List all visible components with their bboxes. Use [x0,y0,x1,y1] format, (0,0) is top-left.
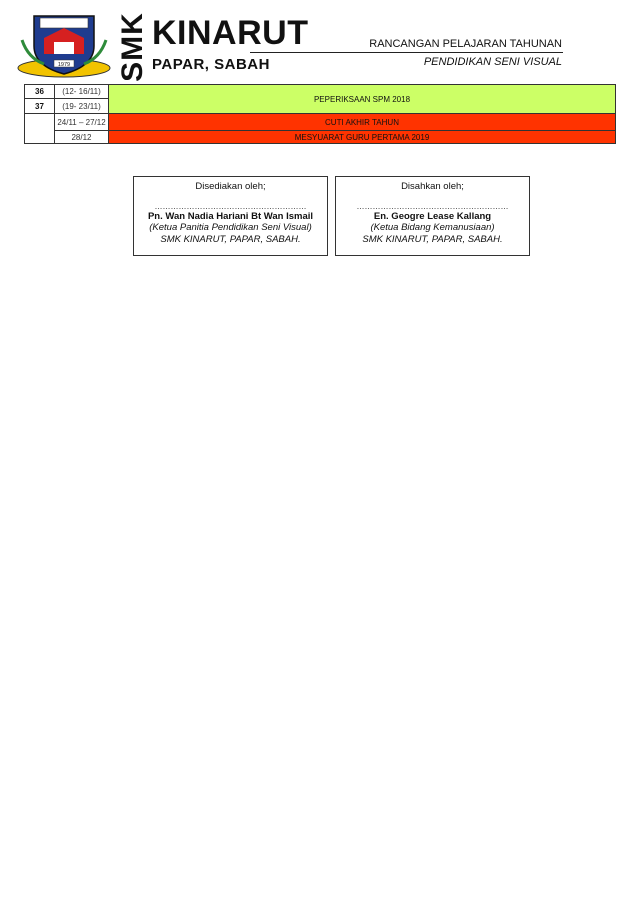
table-row [25,114,616,131]
signature-box-approved [335,176,530,256]
signature-line: ………………………………………………… [154,202,307,211]
signature-caption: Disediakan oleh; [195,181,266,192]
signatory-organization: SMK KINARUT, PAPAR, SABAH. [160,234,301,245]
document-subtitle: PENDIDIKAN SENI VISUAL [423,56,562,68]
signature-line: ………………………………………………… [356,202,509,211]
document-title: RANCANGAN PELAJARAN TAHUNAN [369,38,562,50]
week-dates: 24/11 – 27/12 [55,114,109,131]
crest-year: 1979 [57,62,71,68]
table-row [25,131,616,144]
week-dates: 28/12 [55,131,109,144]
week-number: 37 [25,99,55,114]
page-header [0,0,638,82]
week-dates: (19- 23/11) [55,99,109,114]
signatory-role: (Ketua Panitia Pendidikan Seni Visual) [149,222,312,233]
week-number-empty [25,114,55,144]
week-dates: (12- 16/11) [55,85,109,99]
header-divider [250,52,563,53]
signature-caption: Disahkan oleh; [401,181,464,192]
week-number: 36 [25,85,55,99]
logo-smk-vertical: SMK [116,12,150,82]
signatory-name: Pn. Wan Nadia Hariani Bt Wan Ismail [147,211,314,222]
table-row [25,85,616,99]
signatory-organization: SMK KINARUT, PAPAR, SABAH. [362,234,503,245]
school-name: KINARUT [152,14,309,52]
event-exam: PEPERIKSAAN SPM 2018 [109,85,616,114]
school-location: PAPAR, SABAH [152,56,270,73]
event-holiday: CUTI AKHIR TAHUN [109,114,616,131]
signatory-role: (Ketua Bidang Kemanusiaan) [370,222,495,233]
signature-box-prepared [133,176,328,256]
school-crest-logo [14,10,114,80]
signatory-name: En. Geogre Lease Kallang [373,211,492,222]
schedule-table [24,84,616,144]
event-meeting: MESYUARAT GURU PERTAMA 2019 [109,131,616,144]
